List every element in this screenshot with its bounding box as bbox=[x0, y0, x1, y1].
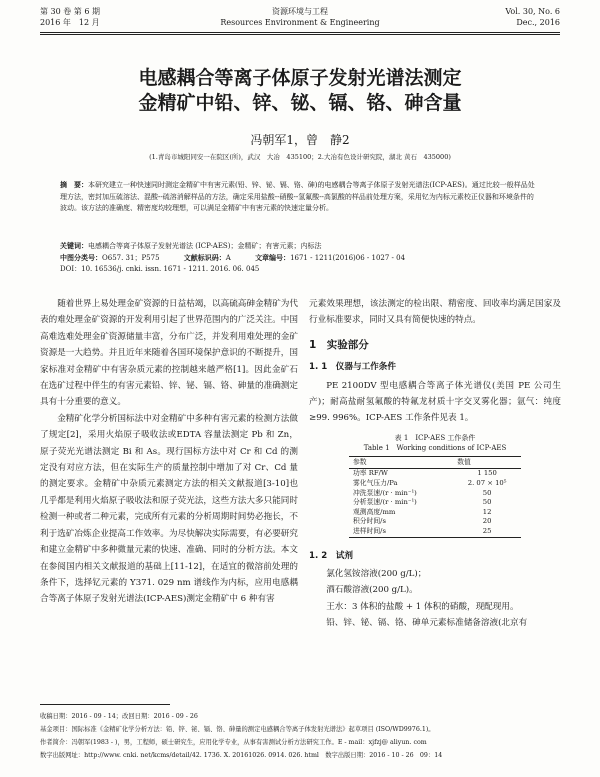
author-list: 冯朝军1，曾 静2 bbox=[250, 133, 350, 147]
intro-paragraph-2: 金精矿化学分析国标法中对金精矿中多种有害元素的检测方法做了规定[2]，采用火焰原子吸收法或EDTA 容量法测定 Pb 和 Zn，原子荧光光谱法测定 Bi 和 As。现行国标方法中对 Cr 和 Cd 的测定没有对应方法，但在实际生产的质量控制中增加了对 Cr、Cd 量的测定要求。金精矿中杂质元素测定方法的相关文献报道[3-10]也几乎都是利用火焰原子吸收法和原子荧光法，这些方法大多只能同时检测一种或者二种元素，完成所有元素的分析周期时间势必拖长，不利于选矿冶炼企业提高工作效率。为尽快解决实际需要，有必要研究和建立金精矿中多种微量元素的快速、准确、同时的分析方法。本文在参阅国内相关文献报道的基础上[11-12]，在适宜的微溶前处理的条件下，选择钇元素的 Y371. 029 nm 谱线作为内标，应用电感耦合等离子体原子发射光谱法(ICP-AES)测定金精矿中 6 种有害 bbox=[40, 413, 298, 605]
abstract-text: 本研究建立一种快速同时测定金精矿中有害元素(铅、锌、铋、镉、铬、砷)的电感耦合等离子体原子发射光谱法(ICP-AES)。通过比较一般样品处理方法，密封加压硫溶法、混酸--硫溶消解样品的方法，确定采用盐酸--硝酸--氢氟酸--高氯酸的样品前处理方案，采用钇为内标元素校正仪器和环境条件的波动。该方法的准确度、精密度均较理想，可以满足金精矿中有害元素的快速定量分析。 bbox=[60, 181, 535, 212]
funding-note: 基金项目：国际标准《金精矿化学分析方法：铅、锌、铋、镉、铬、砷量的测定电感耦合等离子体发射光谱法》起草项目 (ISO/WD9976.1)。 bbox=[40, 726, 435, 733]
keywords-label: 关键词： bbox=[60, 241, 88, 250]
journal-name-en: Resources Environment & Engineering bbox=[220, 18, 380, 27]
table-row bbox=[349, 517, 521, 527]
table-row bbox=[349, 508, 521, 518]
section-heading-experimental: 1 实验部分 bbox=[309, 338, 369, 351]
table-cell: 积分时间/s bbox=[353, 517, 386, 526]
table-cell: 12 bbox=[482, 507, 492, 516]
online-publication-info: 数字出版网址：http://www. cnki. net/kcms/detail/42. 1736. X. 20161026. 0914. 026. html 数字出版日期：2016 - 10 - 26 09：14 bbox=[40, 752, 443, 759]
abstract-label: 摘 要： bbox=[60, 181, 88, 189]
volume-issue: 第 30 卷 第 6 期 bbox=[40, 7, 100, 16]
table-cell: 2. 07 × 10⁵ bbox=[467, 479, 507, 488]
table-row bbox=[349, 498, 521, 508]
clc-number bbox=[60, 252, 160, 264]
author-affiliation: (1.青岛市城阳同安一在院区(所)，武汉 大冶 435100；2.大冶有色设计研究院，湖北 黄石 435000) bbox=[149, 153, 451, 161]
reagent-item: 酒石酸溶液(200 g/L)。 bbox=[326, 585, 418, 596]
table-1-caption bbox=[309, 433, 561, 453]
article-no-label: 文章编号： bbox=[255, 253, 291, 262]
journal-name bbox=[40, 6, 560, 28]
table-cell: 功率 RF/W bbox=[353, 469, 388, 478]
keywords-text: 电感耦合等离子体原子发射光谱法 (ICP-AES)；金精矿；有害元素；内标法 bbox=[88, 242, 322, 250]
abstract-block bbox=[60, 180, 540, 215]
table-cell: 进样时间/s bbox=[349, 527, 453, 537]
table-header-parameter: 参数 bbox=[349, 456, 453, 469]
table-cell: 冲洗泵速/(r · min⁻¹) bbox=[353, 488, 417, 497]
table-cell: 观测高度/mm bbox=[353, 507, 396, 516]
table-row bbox=[349, 479, 521, 489]
issue-date: 2016 年 12 月 bbox=[40, 18, 100, 27]
received-date: 收稿日期：2016 - 09 - 14；改回日期：2016 - 09 - 26 bbox=[40, 713, 198, 720]
table-row bbox=[349, 489, 521, 499]
reagent-item: 王水：3 体积的盐酸 + 1 体积的硝酸，现配现用。 bbox=[326, 601, 519, 612]
subsection-heading-instruments: 1. 1 仪器与工作条件 bbox=[309, 362, 396, 373]
volume-issue-en: Vol. 30, No. 6 bbox=[505, 7, 560, 16]
reagent-item: 铅、锌、铋、镉、铬、砷单元素标准储备溶液(北京有 bbox=[326, 618, 528, 629]
running-header bbox=[40, 6, 560, 46]
table-header-row bbox=[349, 456, 521, 469]
table-cell: 25 bbox=[453, 527, 521, 537]
icp-conditions-table bbox=[349, 456, 521, 538]
header-rule bbox=[40, 32, 560, 33]
table-cell: 雾化气压力/Pa bbox=[353, 479, 398, 488]
doi-value: 10. 16536/j. cnki. issn. 1671 - 1211. 2016. 06. 045 bbox=[81, 265, 260, 273]
doc-code-label: 文献标识码： bbox=[183, 253, 226, 262]
clc-value: O657. 31；P575 bbox=[102, 254, 160, 262]
article-no-value: 1671 - 1211(2016)06 - 1027 - 04 bbox=[290, 254, 406, 262]
doi-line bbox=[60, 264, 540, 275]
header-rule-thin bbox=[40, 34, 560, 35]
doi-label: DOI： bbox=[60, 265, 82, 273]
table-cell: 50 bbox=[482, 488, 492, 497]
paper-title bbox=[40, 66, 560, 116]
article-number bbox=[255, 252, 405, 264]
doc-code-value: A bbox=[225, 254, 231, 262]
table-header-value: 数值 bbox=[453, 456, 521, 469]
keywords-line bbox=[60, 240, 540, 252]
table-cell: 1 150 bbox=[477, 469, 497, 478]
intro-paragraph-1: 随着世界上易处理金矿资源的日益枯竭，以高硫高砷金精矿为代表的难处理金矿资源的开发利用引起了世界范围内的广泛关注。中国高难选难处理金矿资源储量丰富，分布广泛，并发利用难处理的金矿资源是一大趋势。并且近年来随着各国环境保护意识的不断提升，国家标准对金精矿中有害杂质元素的控制越来越严格[1]。因此金矿石在选矿过程中伴生的有害元素铅、锌、铋、镉、铬、砷量的准确测定具有十分重要的意义。 bbox=[40, 299, 298, 408]
intro-paragraph-continued: 元素效果理想，该法测定的检出限、精密度、回收率均满足国家及行业标准要求，同时又具有简便快速的特点。 bbox=[309, 299, 561, 326]
subsection-heading-reagents: 1. 2 试剂 bbox=[309, 550, 353, 561]
title-line-1: 电感耦合等离子体原子发射光谱法测定 bbox=[138, 67, 462, 89]
clc-label: 中图分类号： bbox=[60, 253, 102, 262]
document-code bbox=[184, 252, 231, 264]
footnotes bbox=[40, 710, 560, 762]
instruments-paragraph: PE 2100DV 型电感耦合等离子体光谱仪(美国 PE 公司生产)；耐高盐耐氢氟酸的特氟龙材质十字交叉雾化器；氩气：纯度≥99. 996%。ICP-AES 工作条件见表 1。 bbox=[309, 380, 561, 424]
classification-line bbox=[60, 252, 540, 264]
table-caption-cn: 表 1 ICP-AES 工作条件 bbox=[394, 433, 476, 442]
journal-name-cn: 资源环境与工程 bbox=[272, 7, 328, 16]
table-caption-en: Table 1 Working conditions of ICP-AES bbox=[363, 443, 507, 452]
title-line-2: 金精矿中铅、锌、铋、镉、铬、砷含量 bbox=[138, 92, 462, 114]
author-bio: 作者简介：冯朝军(1983 - )，男，工程师，硕士研究生，应用化学专业，从事有害测试分析方法研究工作。E - mail：xjfzj@ aliyun. com bbox=[40, 739, 427, 746]
journal-issue-en bbox=[505, 6, 560, 28]
table-row bbox=[349, 469, 521, 479]
body-column-left bbox=[40, 296, 298, 608]
reagent-item: 氯化氢铵溶液(200 g/L)； bbox=[326, 569, 427, 579]
body-column-right bbox=[309, 296, 561, 632]
footnote-rule bbox=[40, 704, 170, 705]
table-cell: 20 bbox=[482, 517, 492, 526]
issue-date-en: Dec., 2016 bbox=[516, 18, 560, 27]
table-row bbox=[349, 527, 521, 537]
table-cell: 50 bbox=[482, 498, 492, 507]
table-cell: 分析泵速/(r · min⁻¹) bbox=[353, 498, 417, 507]
